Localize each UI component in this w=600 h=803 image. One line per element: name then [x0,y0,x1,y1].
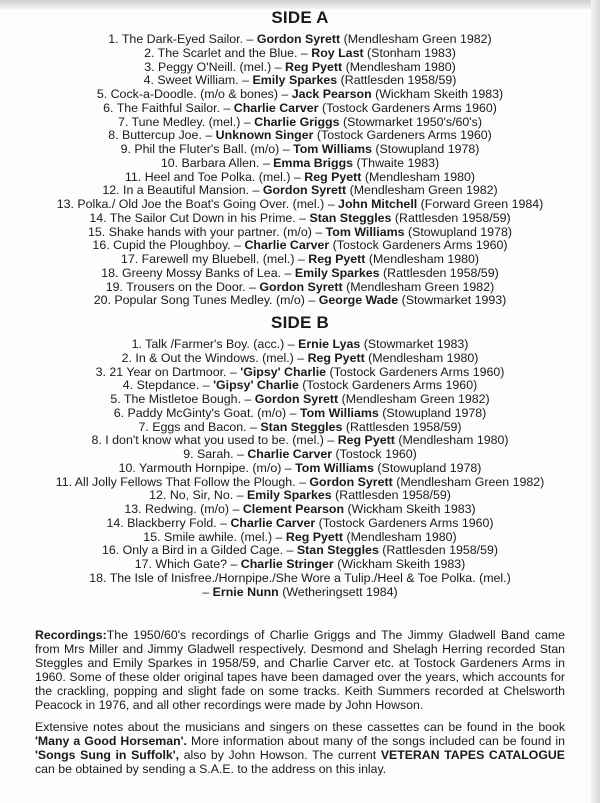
track-artist: Charlie Griggs [254,114,340,129]
body-text: Extensive notes about the musicians and singers on these cassettes can be found in the book [35,720,565,735]
track-artist: John Mitchell [338,197,418,211]
track-title: The Faithful Sailor. [116,100,220,115]
track-artist: Reg Pyett [304,169,362,184]
track-title: 21 Year on Dartmoor. [109,364,227,379]
track-number: 6. [103,100,114,115]
track-title: The Dark-Eyed Sailor. [121,32,244,46]
track-artist: Tom Williams [293,142,372,156]
track-item: 19. Trousers on the Door. – Gordon Syrett (Mendlesham Green 1982) [105,279,495,294]
track-item: 7. Tune Medley. (mel.) – Charlie Griggs (Stowmarket 1950's/60's) [117,114,482,129]
track-title: Smile awhile. (mel.) [163,529,273,544]
track-venue-year: (Stowmarket 1950's/60's) [342,114,482,129]
track-number: 19. [105,279,123,294]
track-number: 14. [106,515,124,530]
track-number: 17. [120,252,139,266]
track-venue-year: (Wickham Skeith 1983) [337,557,466,571]
track-item: 3. 21 Year on Dartmoor. – 'Gipsy' Charlie (Tostock Gardeners Arms 1960) [95,364,505,379]
track-venue-year: (Tostock 1960) [335,447,417,461]
side-a-heading: SIDE A [271,8,329,27]
further-info-paragraph [35,721,565,777]
track-venue-year: (Mendlesham Green 1982) [341,392,490,406]
track-number: 5. [110,392,121,406]
track-number: 7. [138,419,149,434]
track-title: Cupid the Ploughboy. [113,238,231,253]
track-number: 9. [183,447,194,461]
track-artist: Stan Steggles [296,543,379,558]
track-item: 13. Redwing. (m/o) – Clement Pearson (Wickham Skeith 1983) [124,502,476,516]
track-artist: Tom Williams [295,460,374,475]
track-venue-year: (Tostock Gardeners Arms 1960) [316,128,492,143]
body-text: also by John Howson. The current [179,748,381,763]
track-title: Heel and Toe Polka. (mel.) [144,169,291,184]
track-venue-year: (Thwaite 1983) [356,155,440,170]
track-artist: Reg Pyett [285,59,343,74]
track-venue-year: (Stonham 1983) [367,45,456,60]
track-item: 17. Which Gate? – Charlie Stringer (Wickham Skeith 1983) [134,557,466,571]
track-item: 8. Buttercup Joe. – Unknown Singer (Tostock Gardeners Arms 1960) [108,128,492,143]
bold-text: VETERAN TAPES CATALOGUE [380,748,565,763]
track-venue-year: (Wickham Skeith 1983) [347,502,476,516]
track-artist: Gordon Syrett [259,279,343,294]
track-title: Sarah. [197,447,234,461]
track-artist: Jack Pearson [291,87,372,101]
body-text: can be obtained by sending a S.A.E. to the address on this inlay. [35,762,387,777]
track-number: 3. [144,59,155,74]
body-text: The 1950/60's recordings of Charlie Griggs and The Jimmy Gladwell Band came from Mrs Miller and Jimmy Gladwell respectively. Desmond and Shelagh Herring recorded Stan Steggles and Emily Sparkes in 1958/59, and Charlie Carver etc. at Tostock Gardeners Arms in 1960. Some of these older original tapes have been damaged over the years, which accounts for the crackling, popping and slight fade on some tracks. Keith Summers recorded at Chelsworth Peacock in 1976, and all other recordings were made by John Howson. [35,628,565,712]
track-artist: Unknown Singer [215,128,314,143]
track-item: 9. Phil the Fluter's Ball. (m/o) – Tom Williams (Stowupland 1978) [120,142,480,156]
track-artist: Charlie Stringer [240,557,334,571]
track-artist: Gordon Syrett [254,392,339,406]
track-venue-year: (Stowupland 1978) [407,224,512,239]
track-venue-year: (Rattlesden 1958/59) [340,73,457,88]
track-venue-year: (Tostock Gardeners Arms 1960) [329,364,505,379]
track-number: 16. [92,238,110,253]
track-item: 17. Farewell my Bluebell. (mel.) – Reg Pyett (Mendlesham 1980) [120,252,480,266]
track-title: In & Out the Windows. (mel.) [135,350,294,365]
track-title: Buttercup Joe. [121,128,202,143]
track-venue-year: (Wetheringsett 1984) [282,584,398,599]
track-artist: Emily Sparkes [246,488,332,503]
track-title: Blackberry Fold. [127,515,217,530]
track-item: 10. Yarmouth Hornpipe. (m/o) – Tom Williams (Stowupland 1978) [118,460,482,475]
track-artist: George Wade [318,293,399,308]
track-venue-year: (Stowmarket 1983) [363,337,469,351]
track-number: 12. [102,183,120,198]
track-item: 3. Peggy O'Neill. (mel.) – Reg Pyett (Mendlesham 1980) [144,59,456,74]
track-title: The Mistletoe Bough. [123,392,242,406]
track-number: 15. [88,224,106,239]
track-title: Talk /Farmer's Boy. (acc.) [145,337,285,351]
track-title: No, Sir, No. [169,488,234,503]
track-item: 18. Greeny Mossy Banks of Lea. – Emily Sparkes (Rattlesden 1958/59) [101,265,499,280]
track-item: 7. Eggs and Bacon. – Stan Steggles (Rattlesden 1958/59) [138,419,462,434]
track-number: 11. [124,169,142,184]
track-title: Stepdance. [136,378,200,393]
track-venue-year: (Rattlesden 1958/59) [383,265,499,280]
track-title: Tune Medley. (mel.) [131,114,241,129]
track-venue-year: (Stowupland 1978) [382,405,487,420]
track-title: Polka./ Old Joe the Boat's Going Over. (mel.) [77,197,325,211]
track-number: 4. [122,378,134,393]
track-item: 5. The Mistletoe Bough. – Gordon Syrett (Mendlesham Green 1982) [110,392,490,406]
track-title: Only a Bird in a Gilded Cage. [122,543,284,558]
track-item: 6. The Faithful Sailor. – Charlie Carver (Tostock Gardeners Arms 1960) [103,100,497,115]
track-venue-year: (Tostock Gardeners Arms 1960) [321,100,497,115]
track-artist: Stan Steggles [309,210,392,225]
track-number: 13. [124,502,142,516]
track-artist: Reg Pyett [285,529,344,544]
track-title: Shake hands with your partner. (m/o) [108,224,312,239]
track-title: Barbara Allen. [181,155,260,170]
track-title: The Isle of Inisfree./Hornpipe./She Wore a Tulip./Heel & Toe Polka. (mel.) [109,570,511,585]
track-artist: Charlie Carver [233,100,319,115]
track-item: 16. Only a Bird in a Gilded Cage. – Stan Steggles (Rattlesden 1958/59) [101,543,499,558]
track-artist: Ernie Nunn [212,584,279,599]
track-number: 4. [143,73,154,88]
track-item: 11. Heel and Toe Polka. (mel.) – Reg Pyett (Mendlesham 1980) [124,169,476,184]
bold-text: 'Songs Sung in Suffolk', [35,748,180,763]
track-artist: Gordon Syrett [256,32,341,46]
track-number: 14. [89,210,107,225]
track-artist: Gordon Syrett [309,474,393,489]
track-artist: 'Gipsy' Charlie [213,378,299,393]
track-title: In a Beautiful Mansion. [123,183,250,198]
track-artist: Gordon Syrett [262,183,347,198]
track-item: 13. Polka./ Old Joe the Boat's Going Over. (mel.) – John Mitchell (Forward Green 1984) [56,197,544,211]
track-number: 9. [120,142,131,156]
track-artist: Tom Williams [299,405,379,420]
track-artist: Ernie Lyas [298,337,361,351]
track-venue-year: (Stowupland 1978) [375,142,480,156]
track-title: Peggy O'Neill. (mel.) [157,59,272,74]
track-item: 15. Shake hands with your partner. (m/o) – Tom Williams (Stowupland 1978) [88,224,512,239]
track-number: 20. [93,293,111,308]
track-venue-year: (Mendlesham 1980) [364,169,476,184]
track-artist: 'Gipsy' Charlie [240,364,327,379]
track-number: 17. [134,557,152,571]
track-artist: Reg Pyett [308,252,366,266]
body-text: More information about many of the songs included can be found in [186,734,565,749]
track-artist: Charlie Carver [230,515,316,530]
track-venue-year: (Mendlesham 1980) [345,59,456,74]
track-title: Eggs and Bacon. [152,419,247,434]
track-venue-year: (Mendlesham Green 1982) [349,183,498,198]
track-number: 2. [121,350,132,365]
track-artist: Emma Briggs [273,155,354,170]
recording-notes [35,629,565,786]
track-artist: Roy Last [311,45,364,60]
track-venue-year: (Tostock Gardeners Arms 1960) [332,238,508,253]
track-title: The Scarlet and the Blue. [157,45,298,60]
track-number: 13. [56,197,74,211]
track-title: Paddy McGinty's Goat. (m/o) [127,405,287,420]
track-venue-year: (Stowupland 1978) [377,460,482,475]
track-venue-year: (Rattlesden 1958/59) [394,210,511,225]
track-artist: Reg Pyett [307,350,365,365]
track-artist: Charlie Carver [244,238,330,253]
track-number: 12. [149,488,167,503]
track-venue-year: (Mendlesham 1980) [368,252,480,266]
track-title: Popular Song Tunes Medley. (m/o) [114,293,305,308]
track-title: All Jolly Fellows That Follow the Plough. [74,474,296,489]
track-item: 14. Blackberry Fold. – Charlie Carver (Tostock Gardeners Arms 1960) [106,515,494,530]
track-venue-year: (Rattlesden 1958/59) [335,488,451,503]
track-number: 18. [101,265,119,280]
track-venue-year: (Mendlesham Green 1982) [346,279,495,294]
track-number: 1. [108,32,119,46]
side-b-heading: SIDE B [271,313,329,332]
track-number: 10. [160,155,179,170]
side-b-tracklist [0,338,600,599]
track-item: 2. In & Out the Windows. (mel.) – Reg Pyett (Mendlesham 1980) [121,350,479,365]
track-title: Sweet William. [157,73,239,88]
track-artist: Clement Pearson [242,502,345,516]
track-venue-year: (Forward Green 1984) [420,197,544,211]
track-title: Phil the Fluter's Ball. (m/o) [134,142,280,156]
track-item: 15. Smile awhile. (mel.) – Reg Pyett (Mendlesham 1980) [143,529,457,544]
track-item: 12. No, Sir, No. – Emily Sparkes (Rattlesden 1958/59) [149,488,451,503]
track-title: I don't know what you used to be. (mel.) [105,433,324,448]
track-venue-year: (Tostock Gardeners Arms 1960) [302,378,478,393]
track-item [0,572,600,586]
track-artist: Stan Steggles [260,419,343,434]
recordings-paragraph [35,629,565,712]
track-venue-year: (Rattlesden 1958/59) [382,543,499,558]
track-title: The Sailor Cut Down in his Prime. [109,210,296,225]
bold-text: Recordings: [35,628,107,642]
track-number: 16. [101,543,120,558]
track-number: 2. [144,45,155,60]
track-item: 1. Talk /Farmer's Boy. (acc.) – Ernie Lyas (Stowmarket 1983) [131,337,469,351]
track-number: 5. [96,87,108,101]
track-title: Which Gate? [155,557,227,571]
track-title: Cock-a-Doodle. (m/o & bones) [110,87,278,101]
track-title: Greeny Mossy Banks of Lea. [121,265,282,280]
track-number: 8. [91,433,102,448]
track-item: 9. Sarah. – Charlie Carver (Tostock 1960) [183,447,417,461]
track-number: 8. [108,128,119,143]
track-number: 3. [95,364,106,379]
track-item: 10. Barbara Allen. – Emma Briggs (Thwaite 1983) [160,155,440,170]
track-venue-year: (Mendlesham Green 1982) [343,32,492,46]
track-venue-year: (Mendlesham Green 1982) [396,474,545,489]
track-number: 7. [117,114,129,129]
track-venue-year: (Stowmarket 1993) [401,293,507,308]
track-venue-year: (Tostock Gardeners Arms 1960) [318,515,494,530]
track-artist: Emily Sparkes [294,265,380,280]
track-venue-year: (Rattlesden 1958/59) [345,419,462,434]
track-item: 4. Stepdance. – 'Gipsy' Charlie (Tostock Gardeners Arms 1960) [122,378,478,393]
track-number: 15. [143,529,161,544]
track-number: 6. [113,405,125,420]
track-title: Farewell my Bluebell. (mel.) [141,252,295,266]
track-number: 11. [55,474,73,489]
side-a-tracklist [0,33,600,308]
track-artist: Charlie Carver [247,447,333,461]
track-venue-year: (Mendlesham 1980) [398,433,509,448]
track-item: 2. The Scarlet and the Blue. – Roy Last (Stonham 1983) [144,45,456,60]
track-number: 10. [118,460,136,475]
track-title: Redwing. (m/o) [145,502,230,516]
bold-text: 'Many a Good Horseman'. [35,734,187,749]
track-number: 1. [131,337,142,351]
track-title: Trousers on the Door. [126,279,246,294]
track-item: 11. All Jolly Fellows That Follow the Plough. – Gordon Syrett (Mendlesham Green 1982) [55,474,545,489]
track-item: 14. The Sailor Cut Down in his Prime. – Stan Steggles (Rattlesden 1958/59) [89,210,511,225]
track-artist: Tom Williams [325,224,405,239]
track-venue-year: (Mendlesham 1980) [346,529,457,544]
track-item: 12. In a Beautiful Mansion. – Gordon Syrett (Mendlesham Green 1982) [102,183,498,198]
track-item: 16. Cupid the Ploughboy. – Charlie Carver (Tostock Gardeners Arms 1960) [92,238,508,253]
track-item: 4. Sweet William. – Emily Sparkes (Rattlesden 1958/59) [143,73,457,88]
track-item: 8. I don't know what you used to be. (mel.) – Reg Pyett (Mendlesham 1980) [91,433,509,448]
track-artist: Emily Sparkes [252,73,338,88]
track-item: 6. Paddy McGinty's Goat. (m/o) – Tom Williams (Stowupland 1978) [113,405,487,420]
track-artist: Reg Pyett [337,433,395,448]
track-title: Yarmouth Hornpipe. (m/o) [139,460,282,475]
track-item: 1. The Dark-Eyed Sailor. – Gordon Syrett (Mendlesham Green 1982) [108,32,492,46]
track-item-continued: – Ernie Nunn (Wetheringsett 1984) [202,584,398,599]
track-item: 5. Cock-a-Doodle. (m/o & bones) – Jack Pearson (Wickham Skeith 1983) [96,87,504,101]
track-number: 18. [89,570,107,585]
track-venue-year: (Wickham Skeith 1983) [375,87,504,101]
track-venue-year: (Mendlesham 1980) [368,350,479,365]
track-item: 20. Popular Song Tunes Medley. (m/o) – George Wade (Stowmarket 1993) [93,293,507,308]
